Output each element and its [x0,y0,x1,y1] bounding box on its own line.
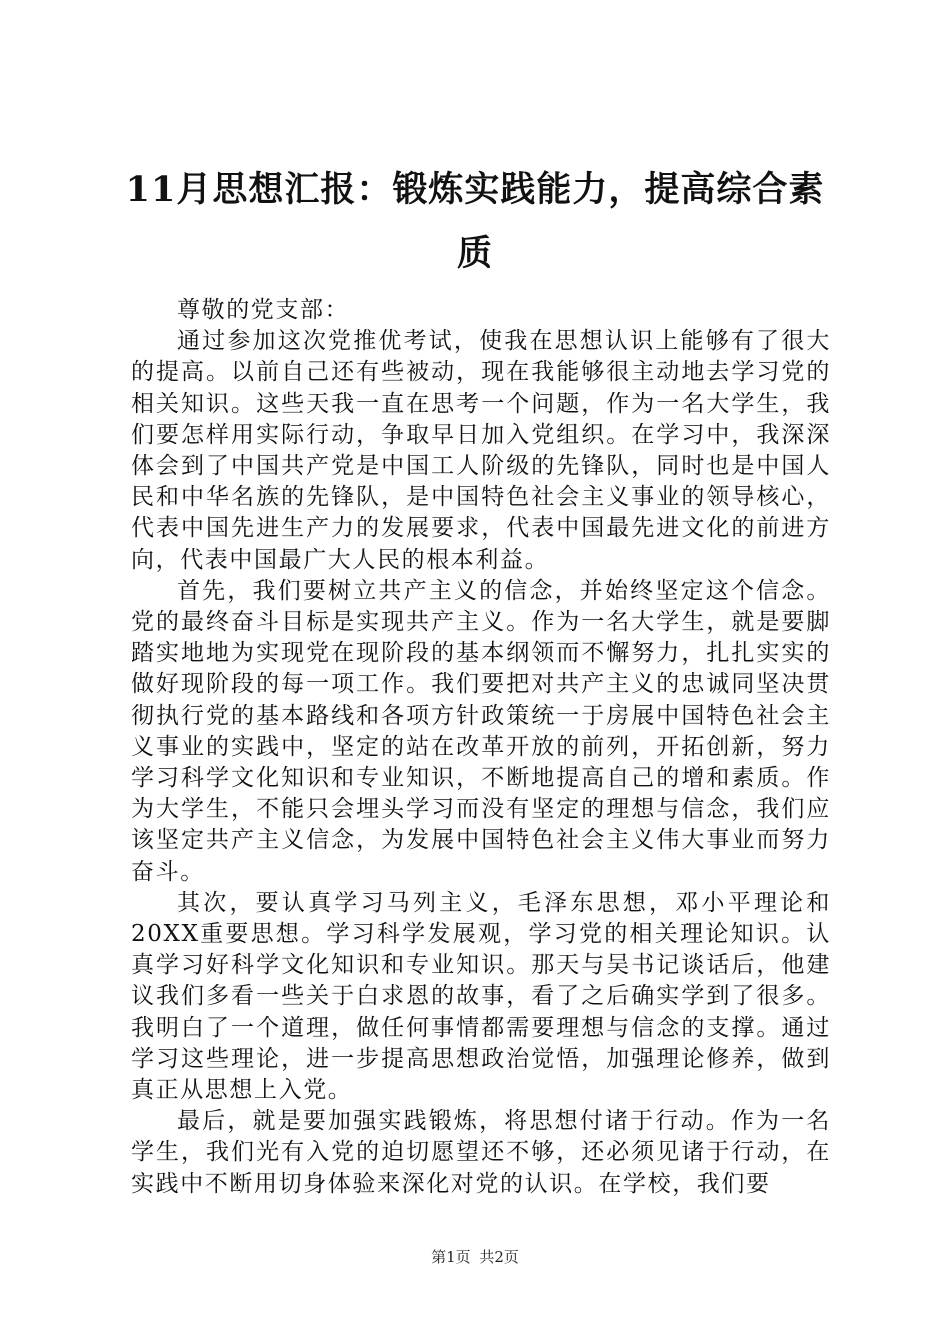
document-body [131,295,831,1200]
page-number: 第1页 [431,1248,471,1266]
paragraph: 最后，就是要加强实践锻炼，将思想付诸于行动。作为一名学生，我们光有入党的迫切愿望还不够，还必须见诸于行动，在实践中不断用切身体验来深化对党的认识。在学校，我们要 [131,1108,831,1197]
document-title: 11月思想汇报：锻炼实践能力，提高综合素质 [125,169,825,274]
paragraph: 通过参加这次党推优考试，使我在思想认识上能够有了很大的提高。以前自己还有些被动，现在我能够很主动地去学习党的相关知识。这些天我一直在思考一个问题，作为一名大学生，我们要怎样用实际行动，争取早日加入党组织。在学习中，我深深体会到了中国共产党是中国工人阶级的先锋队，同时也是中国人民和中华名族的先锋队，是中国特色社会主义事业的领导核心，代表中国先进生产力的发展要求，代表中国最先进文化的前进方向，代表中国最广大人民的根本利益。 [131,328,831,573]
paragraph: 首先，我们要树立共产主义的信念，并始终坚定这个信念。党的最终奋斗目标是实现共产主义。作为一名大学生，就是要脚踏实地地为实现党在现阶段的基本纲领而不懈努力，扎扎实实的做好现阶段的每一项工作。我们要把对共产主义的忠诚同坚决贯彻执行党的基本路线和各项方针政策统一于房展中国特色社会主义事业的实践中，坚定的站在改革开放的前列，开拓创新，努力学习科学文化知识和专业知识，不断地提高自己的增和素质。作为大学生，不能只会埋头学习而没有坚定的理想与信念，我们应该坚定共产主义信念，为发展中国特色社会主义伟大事业而努力奋斗。 [131,577,831,885]
page-total: 共2页 [479,1248,519,1266]
page-footer [0,1246,950,1267]
salutation: 尊敬的党支部： [177,297,350,323]
paragraph: 其次，要认真学习马列主义，毛泽东思想，邓小平理论和20XX重要思想。学习科学发展观，学习党的相关理论知识。认真学习好科学文化知识和专业知识。那天与吴书记谈话后，他建议我们多看一些关于白求恩的故事，看了之后确实学到了很多。我明白了一个道理，做任何事情都需要理想与信念的支撑。通过学习这些理论，进一步提高思想政治觉悟，加强理论修养，做到真正从思想上入党。 [131,889,831,1104]
